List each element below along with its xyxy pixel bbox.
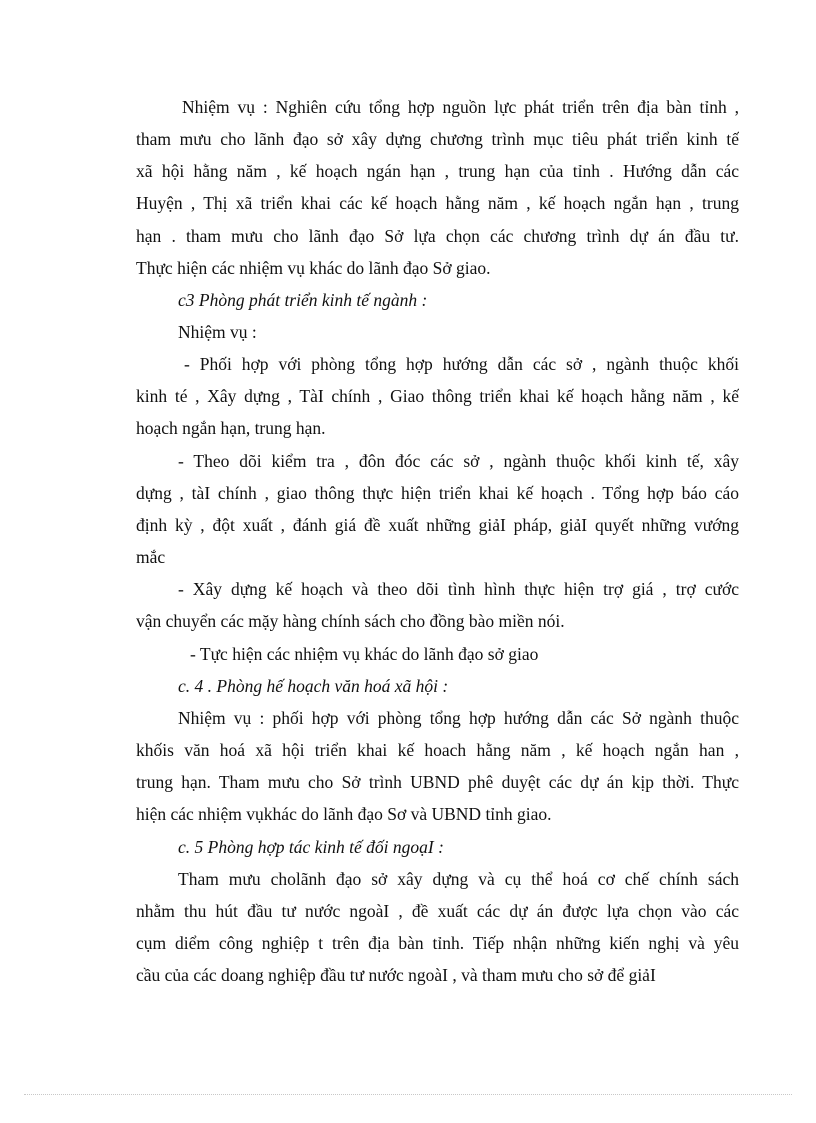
section-heading: c. 5 Phòng hợp tác kinh tế đối ngoạI : <box>178 837 444 857</box>
text-line: Nhiệm vụ : phối hợp với phòng tổng hợp hướng dẫn các Sở ngành thuộc <box>178 708 739 728</box>
text-line: tham mưu cho lãnh đạo sở xây dựng chương trình mục tiêu phát triển kinh tế <box>136 129 739 149</box>
text-line: Tham mưu cholãnh đạo sở xây dựng và cụ thể hoá cơ chế chính sách <box>178 869 739 889</box>
text-line: hạn . tham mưu cho lãnh đạo Sở lựa chọn các chương trình dự án đầu tư. <box>136 226 739 246</box>
text-line: Huyện , Thị xã triển khai các kế hoạch hằng năm , kế hoạch ngắn hạn , trung <box>136 193 739 213</box>
text-line: hoạch ngắn hạn, trung hạn. <box>136 418 326 438</box>
text-line: - Tực hiện các nhiệm vụ khác do lãnh đạo sở giao <box>190 644 539 664</box>
text-line: Thực hiện các nhiệm vụ khác do lãnh đạo Sở giao. <box>136 258 491 278</box>
page-bottom-divider <box>24 1094 792 1095</box>
section-heading: c. 4 . Phòng hế hoạch văn hoá xã hội : <box>178 676 449 696</box>
text-line: - Theo dõi kiểm tra , đôn đóc các sở , ngành thuộc khối kinh tế, xây <box>178 451 739 471</box>
text-line: Nhiệm vụ : Nghiên cứu tổng hợp nguồn lực phát triển trên địa bàn tỉnh , <box>182 97 739 117</box>
text-line: Nhiệm vụ : <box>178 322 257 342</box>
text-line: khốis văn hoá xã hội triển khai kế hoach hằng năm , kế hoạch ngắn han , <box>136 740 739 760</box>
text-line: - Phối hợp với phòng tổng hợp hướng dẫn các sở , ngành thuộc khối <box>184 354 739 374</box>
text-line: cầu của các doang nghiệp đầu tư nước ngoàI , và tham mưu cho sở để giảI <box>136 965 656 985</box>
section-heading: c3 Phòng phát triển kinh tế ngành : <box>178 290 428 310</box>
text-line: cụm diểm công nghiệp t trên địa bàn tỉnh. Tiếp nhận những kiến nghị và yêu <box>136 933 739 953</box>
text-line: dựng , tàI chính , giao thông thực hiện triển khai kế hoạch . Tổng hợp báo cáo <box>136 483 739 503</box>
text-line: nhằm thu hút đầu tư nước ngoàI , đề xuất các dự án được lựa chọn vào các <box>136 901 739 921</box>
text-line: trung hạn. Tham mưu cho Sở trình UBND phê duyệt các dự án kịp thời. Thực <box>136 772 739 792</box>
text-line: hiện các nhiệm vụkhác do lãnh đạo Sơ và UBND tỉnh giao. <box>136 804 552 824</box>
text-line: mắc <box>136 547 166 567</box>
text-line: vận chuyển các mặy hàng chính sách cho đồng bào miền nói. <box>136 611 565 631</box>
text-line: xã hội hằng năm , kế hoạch ngán hạn , trung hạn của tỉnh . Hướng dẫn các <box>136 161 739 181</box>
text-line: - Xây dựng kế hoạch và theo dõi tình hình thực hiện trợ giá , trợ cước <box>178 579 739 599</box>
text-line: định kỳ , đột xuất , đánh giá đề xuất những giảI pháp, giảI quyết những vướng <box>136 515 739 535</box>
text-line: kinh té , Xây dựng , TàI chính , Giao thông triển khai kế hoạch hằng năm , kế <box>136 386 739 406</box>
